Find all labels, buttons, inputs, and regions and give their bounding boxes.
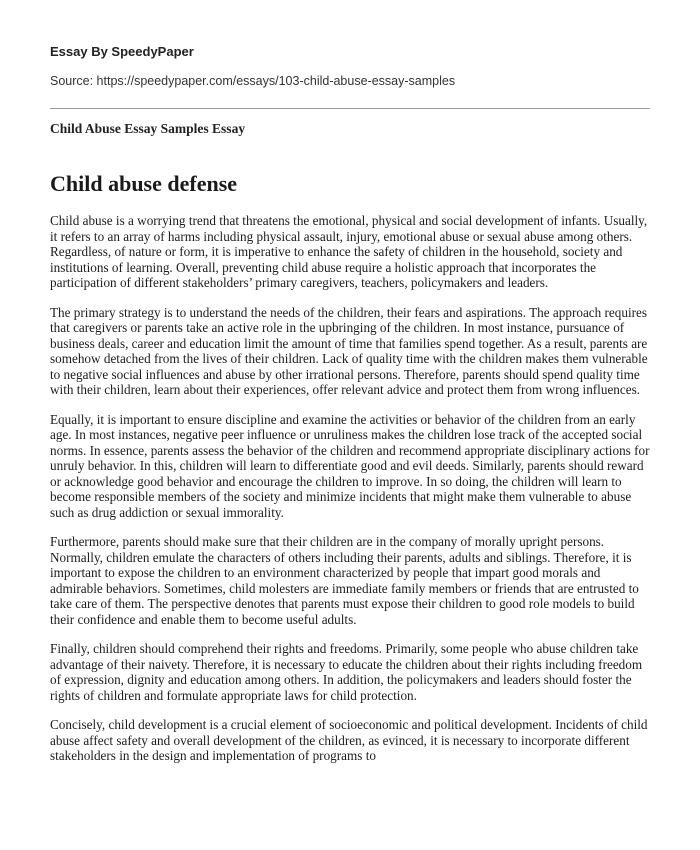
document-header [50, 44, 650, 89]
essay-body [50, 171, 650, 778]
paragraph-1: Child abuse is a worrying trend that threatens the emotional, physical and social development of infants. Usually, it refers to an array of harms including physical assault, injury, emotional abuse or sexual abuse among others. Regardless, of nature or form, it is imperative to enhance the safety of children in the household, society and institutions of learning. Overall, preventing child abuse require a holistic approach that incorporates the participation of different stakeholders’ primary caregivers, teachers, policymakers and leaders. [50, 213, 648, 290]
source-line: Source: https://speedypaper.com/essays/103-child-abuse-essay-samples [50, 74, 456, 88]
essay-heading: Child abuse defense [50, 171, 238, 196]
paragraph-5: Finally, children should comprehend their rights and freedoms. Primarily, some people who abuse children take advantage of their naivety. Therefore, it is necessary to educate the children about their rights including freedom of expression, dignity and education among others. In addition, the policymakers and leaders should foster the rights of children and formulate appropriate laws for child protection. [50, 641, 643, 703]
paragraph-4: Furthermore, parents should make sure that their children are in the company of morally upright persons. Normally, children emulate the characters of others including their parents, adults and siblings. Therefore, it is important to expose the children to an environment characterized by people that impart good morals and admirable behaviors. Sometimes, child molesters are immediate family members or friends that are entrusted to take care of them. The perspective denotes that parents must expose their children to good role models to build their confidence and enable them to become useful adults. [50, 534, 639, 627]
paragraph-2: The primary strategy is to understand the needs of the children, their fears and aspirations. The approach requires that caregivers or parents take an active role in the upbringing of the children. In most instance, pursuance of business deals, career and education limit the amount of time that families spend together. As a result, parents are somehow detached from the lives of their children. Lack of quality time with the children makes them vulnerable to negative social influences and abuse by other irrational persons. Therefore, parents should spend quality time with their children, learn about their experiences, offer relevant advice and protect them from wrong influences. [50, 304, 648, 397]
paragraph-6: Concisely, child development is a crucial element of socioeconomic and political development. Incidents of child abuse affect safety and overall development of the children, as evinced, it is necessary to incorporate different stakeholders in the design and implementation of programs to [50, 717, 648, 763]
paragraph-3: Equally, it is important to ensure discipline and examine the activities or behavior of the children from an early age. In most instances, negative peer influence or unruliness makes the children lose track of the accepted social norms. In essence, parents assess the behavior of the children and recommend appropriate disciplinary actions for unruly behavior. In this, children will learn to differentiate good and evil deeds. Similarly, parents should reward or acknowledge good behavior and encourage the children to improve. In so doing, the children will learn to become responsible members of the society and minimize incidents that might make them vulnerable to abuse such as drug addiction or sexual immorality. [50, 411, 650, 520]
header-divider [50, 108, 650, 109]
essay-author-line: Essay By SpeedyPaper [50, 44, 194, 59]
document-title: Child Abuse Essay Samples Essay [50, 121, 246, 136]
